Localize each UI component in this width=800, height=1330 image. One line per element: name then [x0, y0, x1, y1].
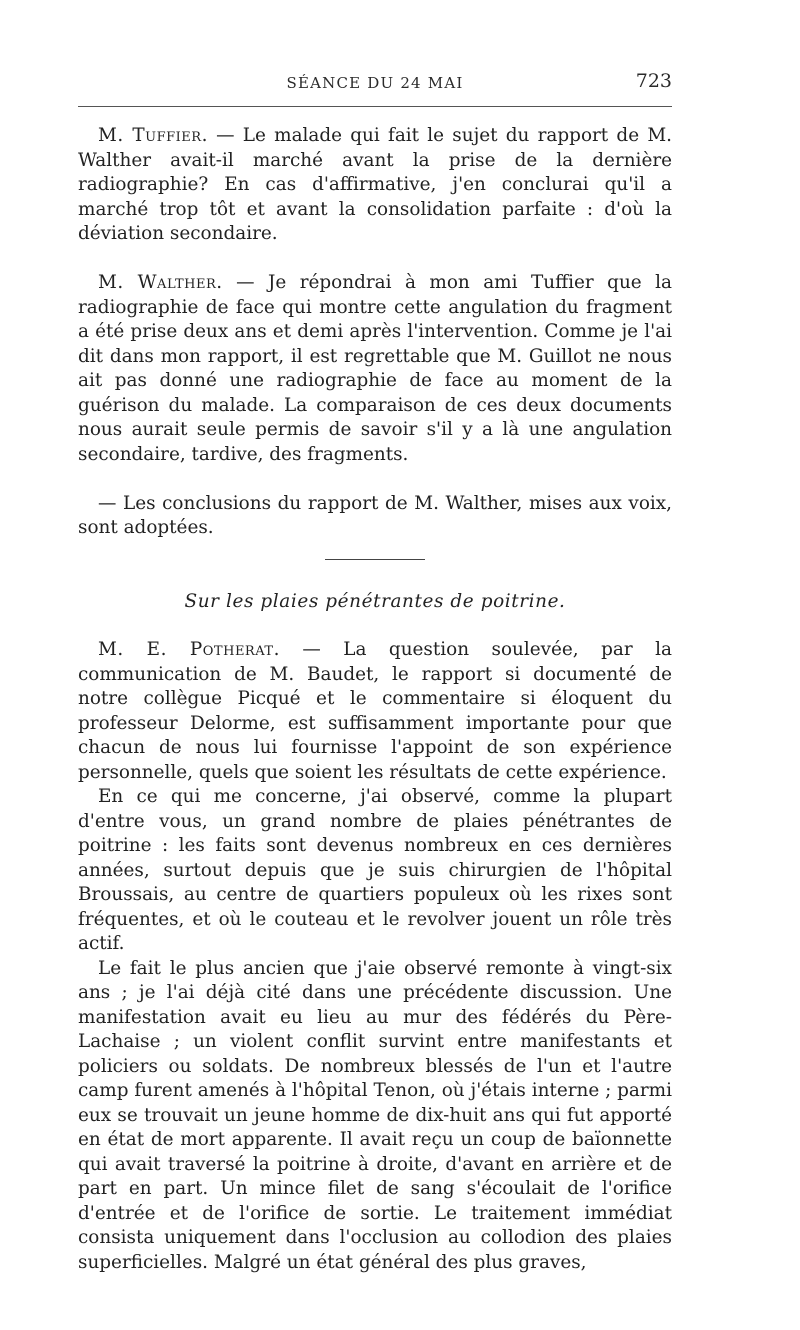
- speaker-name: M. Tuffier.: [98, 125, 208, 146]
- header-rule: [78, 106, 672, 107]
- speaker-name: M. Walther.: [98, 272, 223, 293]
- running-head: [78, 70, 672, 100]
- paragraph-potherat: [78, 638, 672, 785]
- paragraph-walther: [78, 271, 672, 467]
- paragraph-experience: [78, 785, 672, 957]
- section-title: Sur les plaies pénétrantes de poitrine.: [184, 590, 566, 612]
- paragraph-conclusions: [78, 492, 672, 541]
- running-title: SÉANCE DU 24 MAI: [286, 74, 464, 92]
- speaker-name: M. E. Potherat.: [98, 639, 280, 660]
- paragraph-case: [78, 957, 672, 1276]
- paragraph-text: — Je répondrai à mon ami Tuffier que la radiographie de face qui montre cette angulation du fragment a été prise deux ans et demi après l'intervention. Comme je l'ai dit dans mon rapport, il est regrettable que M. Guillot ne nous ait pas donné une radiographie de face au moment de la guérison du malade. La comparaison de ces deux documents nous aurait seule permis de savoir s'il y a là une angulation secondaire, tardive, des fragments.: [78, 272, 672, 465]
- section-divider: [325, 559, 425, 560]
- paragraph-tuffier: [78, 124, 672, 247]
- body-text: [78, 124, 672, 1275]
- paragraph-text: Le fait le plus ancien que j'aie observé remonte à vingt-six ans ; je l'ai déjà cité dans une précédente discussion. Une manifestation avait eu lieu au mur des fédérés du Père-Lachaise ; un violent conflit survint entre manifestants et policiers ou soldats. De nombreux blessés de l'un et l'autre camp furent amenés à l'hôpital Tenon, où j'étais interne ; parmi eux se trouvait un jeune homme de dix-huit ans qui fut apporté en état de mort apparente. Il avait reçu un coup de baïonnette qui avait traversé la poitrine à droite, d'avant en arrière et de part en part. Un mince filet de sang s'écoulait de l'orifice d'entrée et de l'orifice de sortie. Le traitement immédiat consista uniquement dans l'occlusion au collodion des plaies superficielles. Malgré un état général des plus graves,: [78, 957, 672, 1273]
- paragraph-text: — Le malade qui fait le sujet du rapport de M. Walther avait-il marché avant la prise de la dernière radiographie? En cas d'affirmative, j'en conclurai qu'il a marché trop tôt et avant la consolidation parfaite : d'où la déviation secondaire.: [78, 125, 672, 244]
- page-number: 723: [635, 70, 672, 92]
- paragraph-text: En ce qui me concerne, j'ai observé, comme la plupart d'entre vous, un grand nombre de plaies pénétrantes de poitrine : les faits sont devenus nombreux en ces dernières années, surtout depuis que je suis chirurgien de l'hôpital Broussais, au centre de quartiers populeux où les rixes sont fréquentes, et où le couteau et le revolver jouent un rôle très actif.: [78, 786, 672, 954]
- paragraph-text: — La question soulevée, par la communication de M. Baudet, le rapport si documenté de notre collègue Picqué et le commentaire si éloquent du professeur Delorme, est suffisamment importante pour que chacun de nous lui fournisse l'appoint de son expérience personnelle, quels que soient les résultats de cette expérience.: [78, 639, 672, 783]
- paragraph-text: — Les conclusions du rapport de M. Walther, mises aux voix, sont adoptées.: [78, 492, 672, 538]
